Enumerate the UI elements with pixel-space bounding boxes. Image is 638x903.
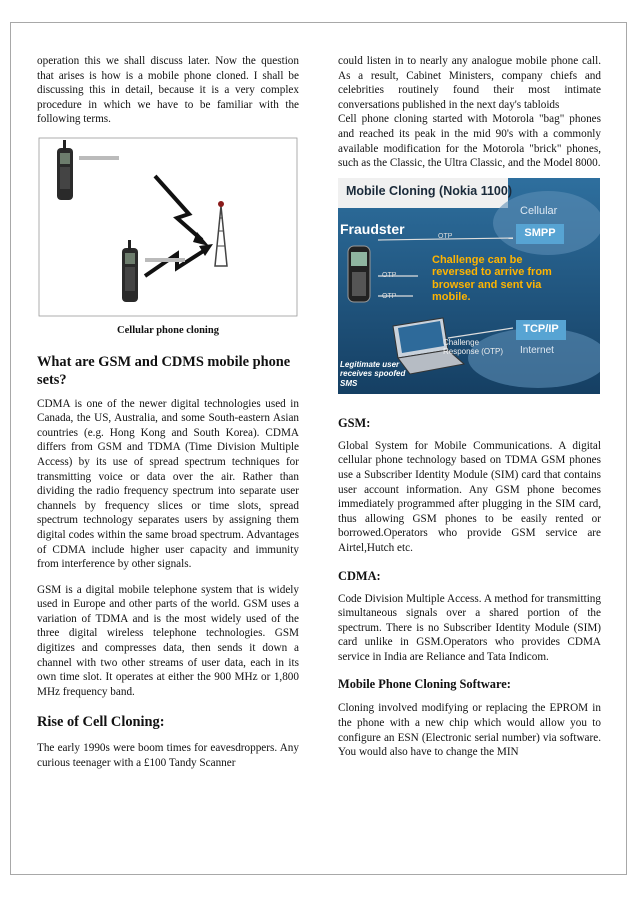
cellular-cloning-figure (37, 136, 299, 318)
cdma-paragraph: CDMA is one of the newer digital technologies used in Canada, the US, Australia, and some South-eastern Asian countries (e.g. Hong Kong and South Korea). CDMA differs from GSM and TDMA (Time Division Multiple Access) by its use of spread spectrum techniques for transmitting voice or data over the air. Rather than dividing the radio frequency spectrum into separate user channels by frequency slices or time slots, spread spectrum technology separates users by assigning them digital codes within the same broad spectrum. Advantages of CDMA include higher user capacity and immunity from interference by other signals. (37, 397, 299, 571)
challenge-response-label: Challenge Response (OTP) (443, 337, 504, 356)
left-paragraph-1: operation this we shall discuss later. Now the question that arises is how is a mobile phone cloned. I shall be discussing this in detail, because it is a very complex procedure in which we have to be familiar with the following terms. (37, 55, 299, 126)
challenge-text: Challenge can be reversed to arrive from browser and sent via mobile. (432, 253, 552, 304)
cellular-label: Cellular (520, 204, 558, 217)
otp-label-2: OTP (382, 271, 397, 279)
cloning-software-paragraph: Cloning involved modifying or replacing the EPROM in the phone with a new chip which would allow you to configure an ESN (Electronic serial number) via software. You would also have to change the MIN (338, 702, 601, 759)
gsm-cdms-heading: What are GSM and CDMS mobile phone sets? (37, 353, 291, 388)
rise-paragraph: The early 1990s were boom times for eavesdroppers. Any curious teenager with a £100 Tandy Scanner (37, 742, 299, 770)
phone-bottom-icon (122, 240, 138, 302)
tcpip-box: TCP/IP (516, 320, 566, 340)
diagram-title: Mobile Cloning (Nokia 1100) (346, 183, 512, 198)
rise-of-cell-cloning-heading: Rise of Cell Cloning: (37, 714, 165, 731)
right-column (338, 54, 601, 760)
right-paragraph-1: could listen in to nearly any analogue mobile phone call. As a result, Cabinet Ministers, company chiefs and celebrities routinely found their most intimate conversations published in the next day's tabloids (338, 55, 601, 111)
gsm-definition: Global System for Mobile Communications. A digital cellular phone technology based on TDMA GSM phones use a Subscriber Identity Module (SIM) card that contains user account information. Any GSM phone becomes immediately programmed after plugging in the SIM card, thus allowing GSM phones to be easily rented or borrowed.Operators who provide GSM service are Airtel,Hutch etc. (338, 439, 601, 554)
legitimate-user-label: Legitimate user receives spoofed SMS (340, 359, 406, 388)
mobile-cloning-diagram (338, 178, 600, 394)
right-paragraph-2: Cell phone cloning started with Motorola "bag" phones and reached its peak in the mid 90's with a commonly available modification for the Motorola "brick" phones, such as the Classic, the Ultra Classic, and the Model 8000. (338, 113, 601, 170)
cdma-definition: Code Division Multiple Access. A method for transmitting simultaneous signals over a shared portion of the spectrum. There is no Subscriber Identity Module (SIM) card unlike in GSM.Operators who provides CDMA service in India are Reliance and Tata Indicom. (338, 592, 601, 663)
left-column (37, 54, 299, 771)
internet-label: Internet (520, 344, 554, 356)
otp-label-1: OTP (438, 232, 453, 240)
cellular-cloning-illustration (37, 136, 299, 318)
figure-caption: Cellular phone cloning (117, 324, 219, 336)
smpp-box: SMPP (516, 224, 564, 244)
cloning-software-heading: Mobile Phone Cloning Software: (338, 677, 511, 692)
fraudster-label: Fraudster (340, 220, 405, 237)
phone-top-icon (57, 140, 73, 200)
nokia-phone-icon (348, 246, 370, 302)
cdma-heading: CDMA: (338, 568, 381, 583)
gsm-paragraph: GSM is a digital mobile telephone system that is widely used in Europe and other parts of the world. GSM uses a variation of TDMA and is the most widely used of the three digital wireless telephone technologies. GSM digitizes and compresses data, then sends it down a channel with two other streams of user data, each in its own time slot. It operates at either the 900 MHz or 1,800 MHz frequency band. (37, 583, 299, 698)
otp-label-3: OTP (382, 292, 397, 300)
gsm-heading: GSM: (338, 415, 371, 430)
